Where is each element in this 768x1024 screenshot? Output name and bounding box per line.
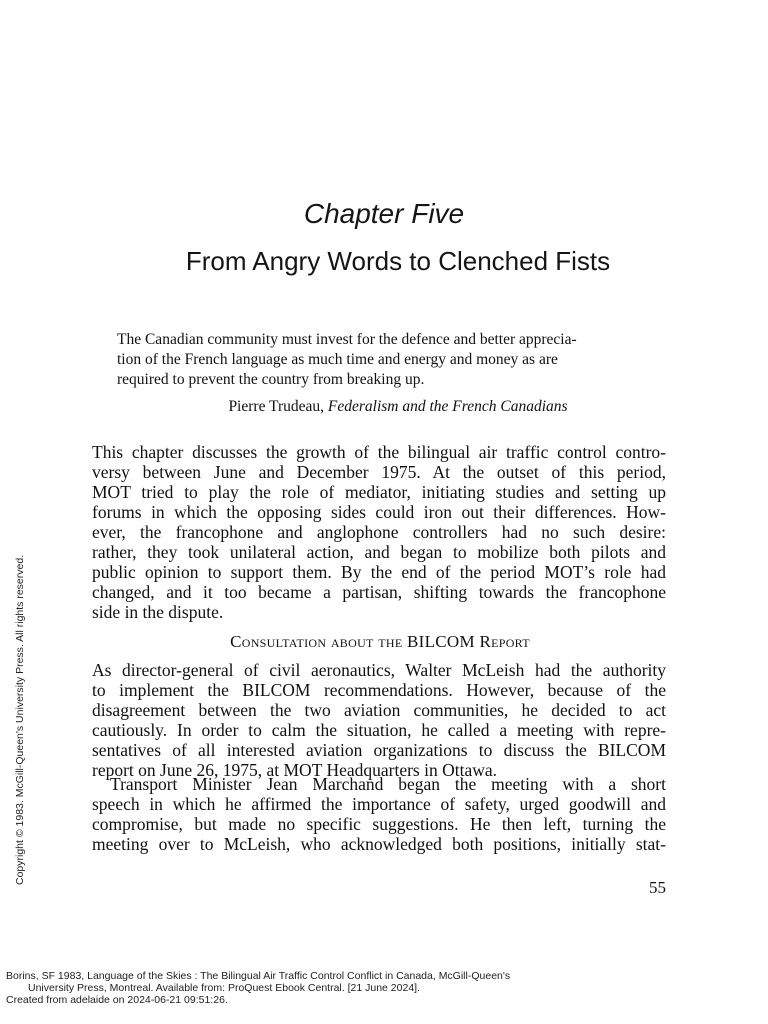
text-line: MOT tried to play the role of mediator, initiating studies and setting up — [92, 482, 666, 502]
epigraph-line: The Canadian community must invest for the defence and better apprecia- — [117, 331, 577, 348]
citation-line: University Press, Montreal. Available from: ProQuest Ebook Central. [21 June 2024]. — [28, 982, 420, 994]
text-line: compromise, but made no specific suggestions. He then left, turning the — [92, 814, 666, 834]
epigraph-work: Federalism and the French Canadians — [327, 398, 568, 415]
citation-footer — [6, 970, 606, 1006]
chapter-title: Chapter Five — [303, 198, 465, 229]
epigraph-line: required to prevent the country from breaking up. — [117, 371, 425, 388]
text-line: Transport Minister Jean Marchand began the meeting with a short — [110, 774, 666, 794]
body-paragraph — [92, 660, 666, 780]
epigraph-line: tion of the French language as much time and energy and money as are — [117, 351, 558, 368]
citation-line: Created from adelaide on 2024-06-21 09:51:26. — [6, 994, 228, 1006]
text-line: sentatives of all interested aviation organizations to discuss the BILCOM — [92, 740, 666, 760]
citation-line: Borins, SF 1983, Language of the Skies : The Bilingual Air Traffic Control Conflict in Canada, McGill-Queen's — [6, 970, 511, 982]
text-line: side in the dispute. — [92, 602, 224, 622]
text-line: disagreement between the two aviation communities, he decided to act — [92, 700, 666, 720]
text-line: cautiously. In order to calm the situation, he called a meeting with repre- — [92, 720, 666, 740]
text-line: meeting over to McLeish, who acknowledged both positions, initially stat- — [92, 834, 666, 854]
text-line: rather, they took unilateral action, and began to mobilize both pilots and — [92, 542, 666, 562]
text-line: This chapter discusses the growth of the bilingual air traffic control contro- — [92, 442, 666, 462]
epigraph-attribution — [0, 398, 768, 416]
text-line: changed, and it too became a partisan, shifting towards the francophone — [92, 582, 666, 602]
text-line: versy between June and December 1975. At the outset of this period, — [92, 462, 666, 482]
text-line: report on June 26, 1975, at MOT Headquarters in Ottawa. — [92, 760, 497, 780]
copyright-notice: Copyright © 1983. McGill-Queen's University Press. All rights reserved. — [14, 554, 26, 885]
epigraph — [117, 330, 649, 390]
intro-paragraph — [92, 442, 666, 622]
text-line: As director-general of civil aeronautics, Walter McLeish had the authority — [92, 660, 666, 680]
text-line: ever, the francophone and anglophone controllers had no such desire: — [92, 522, 666, 542]
text-line: speech in which he affirmed the importance of safety, urged goodwill and — [92, 794, 666, 814]
text-line: to implement the BILCOM recommendations. However, because of the — [92, 680, 666, 700]
text-line: forums in which the opposing sides could iron out their differences. How- — [92, 502, 666, 522]
chapter-subtitle: From Angry Words to Clenched Fists — [185, 246, 611, 276]
epigraph-author: Pierre Trudeau, — [228, 398, 325, 415]
page-number: 55 — [649, 878, 666, 897]
section-heading: Consultation about the BILCOM Report — [230, 632, 530, 651]
body-paragraph — [92, 774, 666, 854]
text-line: public opinion to support them. By the end of the period MOT’s role had — [92, 562, 666, 582]
